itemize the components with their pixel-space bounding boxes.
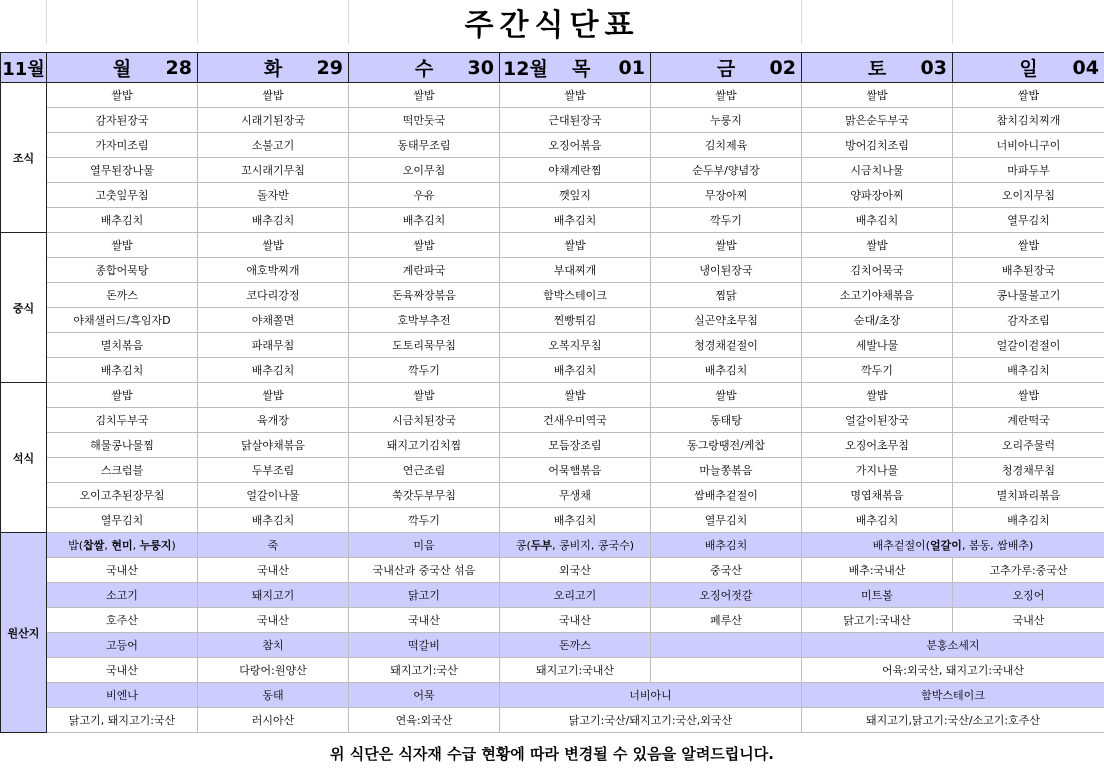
menu-item: 배추김치: [198, 508, 349, 533]
day-number: 30: [467, 56, 494, 79]
day-number: 29: [316, 56, 343, 79]
origin-text: 얼갈이: [930, 539, 962, 552]
menu-item: 마파두부: [953, 158, 1104, 183]
origin-item: 고등어: [47, 633, 198, 658]
menu-item: 시래기된장국: [198, 108, 349, 133]
menu-item: 부대찌개: [500, 258, 651, 283]
menu-item: 호박부추전: [349, 308, 500, 333]
menu-item: 소불고기: [198, 133, 349, 158]
origin-source: 배추:국내산: [802, 558, 953, 583]
menu-item: 배추김치: [953, 508, 1104, 533]
origin-source: 외국산: [500, 558, 651, 583]
menu-item: 계란파국: [349, 258, 500, 283]
menu-item: 열무김치: [953, 208, 1104, 233]
menu-item: 배추김치: [500, 508, 651, 533]
menu-item: 쌀밥: [802, 383, 953, 408]
menu-item: 연근조림: [349, 458, 500, 483]
origin-row: [1, 558, 1104, 583]
origin-item: 함박스테이크: [802, 683, 1104, 708]
menu-item: 양파장아찌: [802, 183, 953, 208]
menu-item: 쌀밥: [953, 83, 1104, 108]
menu-item: 열무된장나물: [47, 158, 198, 183]
menu-item: 도토리묵무침: [349, 333, 500, 358]
menu-item: 쌀밥: [953, 233, 1104, 258]
origin-item: 비엔나: [47, 683, 198, 708]
day-header-sat: [802, 53, 953, 83]
menu-row: [1, 158, 1104, 183]
day-header-wed: [349, 53, 500, 83]
menu-row: [1, 183, 1104, 208]
menu-item: 돈까스: [47, 283, 198, 308]
month-label: 12월: [503, 58, 548, 80]
day-number: 03: [920, 56, 947, 79]
menu-item: 배추김치: [47, 358, 198, 383]
menu-row: [1, 258, 1104, 283]
origin-source: 닭고기:국산/돼지고기:국산,외국산: [500, 708, 802, 733]
menu-item: 깍두기: [802, 358, 953, 383]
menu-item: 떡만둣국: [349, 108, 500, 133]
menu-item: 참치김치찌개: [953, 108, 1104, 133]
menu-item: 해물콩나물찜: [47, 433, 198, 458]
menu-item: 오이고추된장무침: [47, 483, 198, 508]
menu-item: 깻잎지: [500, 183, 651, 208]
menu-item: 쌀밥: [47, 233, 198, 258]
day-name: 토: [867, 58, 887, 80]
menu-item: 야채계란찜: [500, 158, 651, 183]
menu-item: 육개장: [198, 408, 349, 433]
menu-item: 쌀밥: [198, 83, 349, 108]
title-gridline: [348, 0, 349, 44]
month-label: 11월: [1, 53, 47, 83]
menu-item: 닭살야채볶음: [198, 433, 349, 458]
menu-row: [1, 208, 1104, 233]
menu-item: 배추김치: [651, 358, 802, 383]
footer-notice: 위 식단은 식자재 수급 현황에 따라 변경될 수 있음을 알려드립니다.: [330, 745, 774, 763]
origin-text: ,: [104, 539, 112, 552]
origin-row: [1, 533, 1104, 558]
menu-item: 김치두부국: [47, 408, 198, 433]
origin-source: 닭고기, 돼지고기:국산: [47, 708, 198, 733]
menu-item: 얼갈이겉절이: [953, 333, 1104, 358]
origin-item: 동태: [198, 683, 349, 708]
menu-item: 배추김치: [802, 208, 953, 233]
origin-row: [1, 608, 1104, 633]
menu-item: 실곤약초무침: [651, 308, 802, 333]
menu-item: 열무김치: [651, 508, 802, 533]
menu-item: 멸치꽈리볶음: [953, 483, 1104, 508]
menu-item: 쌀밥: [198, 233, 349, 258]
menu-item: 소고기야채볶음: [802, 283, 953, 308]
menu-item: 우유: [349, 183, 500, 208]
menu-item: 계란떡국: [953, 408, 1104, 433]
menu-item: 배추김치: [802, 508, 953, 533]
menu-item: 쌀밥: [349, 383, 500, 408]
menu-item: 오이지무침: [953, 183, 1104, 208]
origin-source: 국내산: [500, 608, 651, 633]
menu-item: 배추김치: [953, 358, 1104, 383]
menu-item: 시금치나물: [802, 158, 953, 183]
day-name: 목: [572, 58, 591, 80]
menu-row: [1, 358, 1104, 383]
origin-text: 두부: [530, 539, 553, 552]
menu-item: 쌀밥: [802, 83, 953, 108]
origin-text: ): [171, 539, 176, 552]
origin-row: [1, 633, 1104, 658]
menu-item: 쌀밥: [47, 383, 198, 408]
menu-row: [1, 483, 1104, 508]
day-number: 02: [769, 56, 796, 79]
day-name: 월: [112, 58, 132, 80]
day-name: 금: [716, 58, 736, 80]
origin-source: 국내산: [198, 558, 349, 583]
menu-row: [1, 333, 1104, 358]
menu-item: 세발나물: [802, 333, 953, 358]
title-gridline: [197, 0, 198, 44]
menu-item: 쌀밥: [500, 83, 651, 108]
origin-source: 국내산과 중국산 섞음: [349, 558, 500, 583]
menu-item: 오리주물럭: [953, 433, 1104, 458]
origin-row: [1, 683, 1104, 708]
menu-item: 쌀밥: [500, 383, 651, 408]
menu-item: 콩나물불고기: [953, 283, 1104, 308]
menu-row: [1, 308, 1104, 333]
menu-row: [1, 83, 1104, 108]
day-header-row: [1, 53, 1104, 83]
menu-item: 냉이된장국: [651, 258, 802, 283]
origin-item: [802, 533, 1104, 558]
origin-text: 콩(: [515, 539, 531, 552]
origin-source: 국내산: [198, 608, 349, 633]
menu-item: 얼갈이된장국: [802, 408, 953, 433]
origin-source: 돼지고기:국내산: [500, 658, 651, 683]
menu-row: [1, 108, 1104, 133]
menu-item: 쌀밥: [349, 233, 500, 258]
day-number: 01: [618, 56, 645, 79]
origin-text: , 콩비지, 콩국수): [552, 539, 635, 552]
title-gridline: [952, 0, 953, 44]
menu-item: 쌀밥: [953, 383, 1104, 408]
menu-item: 맑은순두부국: [802, 108, 953, 133]
menu-item: 오징어볶음: [500, 133, 651, 158]
menu-item: 두부조림: [198, 458, 349, 483]
origin-item: 오리고기: [500, 583, 651, 608]
menu-item: 오복지무침: [500, 333, 651, 358]
menu-item: 쌀밥: [651, 83, 802, 108]
menu-item: 찐빵튀김: [500, 308, 651, 333]
menu-item: 청경채겉절이: [651, 333, 802, 358]
origin-text: 누룽지: [139, 539, 172, 552]
day-header-mon: [47, 53, 198, 83]
menu-item: 야채샐러드/흑임자D: [47, 308, 198, 333]
menu-item: 오이무침: [349, 158, 500, 183]
origin-text: 배추겉절이(: [872, 539, 931, 552]
origin-source: 국내산: [953, 608, 1104, 633]
origin-item: 소고기: [47, 583, 198, 608]
day-header-tue: [198, 53, 349, 83]
origin-item: 닭고기: [349, 583, 500, 608]
menu-item: 마늘쫑볶음: [651, 458, 802, 483]
origin-source: 연육:외국산: [349, 708, 500, 733]
menu-item: 방어김치조림: [802, 133, 953, 158]
origin-source: 국내산: [47, 558, 198, 583]
day-number: 28: [165, 56, 192, 79]
menu-item: 너비아니구이: [953, 133, 1104, 158]
origin-text: , 봄동, 쌈배추): [961, 539, 1034, 552]
origin-item: 어묵: [349, 683, 500, 708]
origin-source: 돼지고기,닭고기:국산/소고기:호주산: [802, 708, 1104, 733]
menu-item: 쌀밥: [198, 383, 349, 408]
menu-row: [1, 233, 1104, 258]
menu-item: 파래무침: [198, 333, 349, 358]
menu-item: 배추김치: [198, 208, 349, 233]
menu-item: 배추김치: [500, 358, 651, 383]
origin-item: 분홍소세지: [802, 633, 1104, 658]
menu-item: 코다리강정: [198, 283, 349, 308]
origin-source: 닭고기:국내산: [802, 608, 953, 633]
menu-item: 순대/초장: [802, 308, 953, 333]
menu-item: 고춧잎무침: [47, 183, 198, 208]
menu-row: [1, 133, 1104, 158]
menu-item: 깍두기: [349, 358, 500, 383]
origin-text: 현미: [111, 539, 133, 552]
day-name: 화: [263, 58, 283, 80]
menu-item: 쌀밥: [651, 233, 802, 258]
menu-item: 김치어묵국: [802, 258, 953, 283]
menu-item: 돌자반: [198, 183, 349, 208]
menu-item: 어묵햄볶음: [500, 458, 651, 483]
menu-item: 돼지고기김치찜: [349, 433, 500, 458]
origin-label: 원산지: [1, 533, 47, 733]
menu-item: 순두부/양념장: [651, 158, 802, 183]
menu-item: 배추된장국: [953, 258, 1104, 283]
day-header-sun: [953, 53, 1104, 83]
origin-source: 국내산: [349, 608, 500, 633]
page-title: 주간식단표: [464, 8, 640, 43]
menu-item: 쌀밥: [802, 233, 953, 258]
origin-item: 미음: [349, 533, 500, 558]
menu-item: 무생채: [500, 483, 651, 508]
origin-item: [500, 533, 651, 558]
origin-source: 중국산: [651, 558, 802, 583]
meal-label: 석식: [1, 383, 47, 533]
menu-item: 배추김치: [500, 208, 651, 233]
menu-item: 쌀밥: [47, 83, 198, 108]
title-gridline: [46, 0, 47, 44]
origin-source: 호주산: [47, 608, 198, 633]
menu-item: 오징어초무침: [802, 433, 953, 458]
menu-item: 동태탕: [651, 408, 802, 433]
menu-row: [1, 408, 1104, 433]
origin-item: 돈까스: [500, 633, 651, 658]
day-name: 수: [414, 58, 434, 80]
origin-text: ,: [132, 539, 140, 552]
menu-item: 배추김치: [47, 208, 198, 233]
origin-item: 죽: [198, 533, 349, 558]
title-gridline: [801, 0, 802, 44]
menu-row: [1, 508, 1104, 533]
menu-item: 종합어묵탕: [47, 258, 198, 283]
day-header-thu: [500, 53, 651, 83]
origin-item: 돼지고기: [198, 583, 349, 608]
menu-item: 동그랑땡전/케찹: [651, 433, 802, 458]
menu-item: 가자미조림: [47, 133, 198, 158]
menu-row: [1, 433, 1104, 458]
origin-text: 찹쌀: [83, 539, 105, 552]
menu-item: 청경채무침: [953, 458, 1104, 483]
origin-item: 오징어젓갈: [651, 583, 802, 608]
menu-table: [0, 52, 1104, 733]
origin-source: 러시아산: [198, 708, 349, 733]
menu-item: 쌀밥: [500, 233, 651, 258]
menu-item: 무장아찌: [651, 183, 802, 208]
menu-item: 깍두기: [651, 208, 802, 233]
menu-item: 함박스테이크: [500, 283, 651, 308]
menu-item: 김치제육: [651, 133, 802, 158]
menu-item: 동태무조림: [349, 133, 500, 158]
menu-item: 찜닭: [651, 283, 802, 308]
origin-text: 밥(: [68, 539, 84, 552]
origin-row: [1, 583, 1104, 608]
menu-item: 배추김치: [198, 358, 349, 383]
menu-item: 감자된장국: [47, 108, 198, 133]
menu-item: 얼갈이나물: [198, 483, 349, 508]
origin-item: 오징어: [953, 583, 1104, 608]
menu-row: [1, 383, 1104, 408]
menu-item: 건새우미역국: [500, 408, 651, 433]
menu-item: 쌀밥: [651, 383, 802, 408]
origin-source: [651, 658, 802, 683]
origin-item: 배추김치: [651, 533, 802, 558]
menu-item: 근대된장국: [500, 108, 651, 133]
meal-label: 조식: [1, 83, 47, 233]
origin-item: [47, 533, 198, 558]
day-header-fri: [651, 53, 802, 83]
menu-item: 멸치볶음: [47, 333, 198, 358]
menu-item: 명엽채볶음: [802, 483, 953, 508]
menu-item: 모듬장조림: [500, 433, 651, 458]
menu-item: 누룽지: [651, 108, 802, 133]
menu-item: 배추김치: [349, 208, 500, 233]
menu-row: [1, 458, 1104, 483]
menu-item: 열무김치: [47, 508, 198, 533]
menu-item: 깍두기: [349, 508, 500, 533]
origin-source: 다랑어:원양산: [198, 658, 349, 683]
menu-item: 시금치된장국: [349, 408, 500, 433]
origin-row: [1, 708, 1104, 733]
menu-item: 꼬시래기무침: [198, 158, 349, 183]
origin-source: 페루산: [651, 608, 802, 633]
menu-item: 가지나물: [802, 458, 953, 483]
day-number: 04: [1072, 56, 1099, 79]
origin-source: 고추가루:중국산: [953, 558, 1104, 583]
origin-source: 어육:외국산, 돼지고기:국내산: [802, 658, 1104, 683]
origin-source: 국내산: [47, 658, 198, 683]
menu-item: 야채쫄면: [198, 308, 349, 333]
menu-item: 감자조림: [953, 308, 1104, 333]
meal-label: 중식: [1, 233, 47, 383]
menu-item: 쌈배추겉절이: [651, 483, 802, 508]
menu-item: 돈육짜장볶음: [349, 283, 500, 308]
origin-item: 너비아니: [500, 683, 802, 708]
origin-item: 떡갈비: [349, 633, 500, 658]
origin-row: [1, 658, 1104, 683]
origin-item: 참치: [198, 633, 349, 658]
origin-source: 돼지고기:국산: [349, 658, 500, 683]
menu-row: [1, 283, 1104, 308]
menu-item: 쑥갓두부무침: [349, 483, 500, 508]
menu-item: 스크럼블: [47, 458, 198, 483]
origin-item: 미트볼: [802, 583, 953, 608]
menu-item: 쌀밥: [349, 83, 500, 108]
menu-item: 애호박찌개: [198, 258, 349, 283]
day-name: 일: [1019, 58, 1038, 80]
origin-item: [651, 633, 802, 658]
